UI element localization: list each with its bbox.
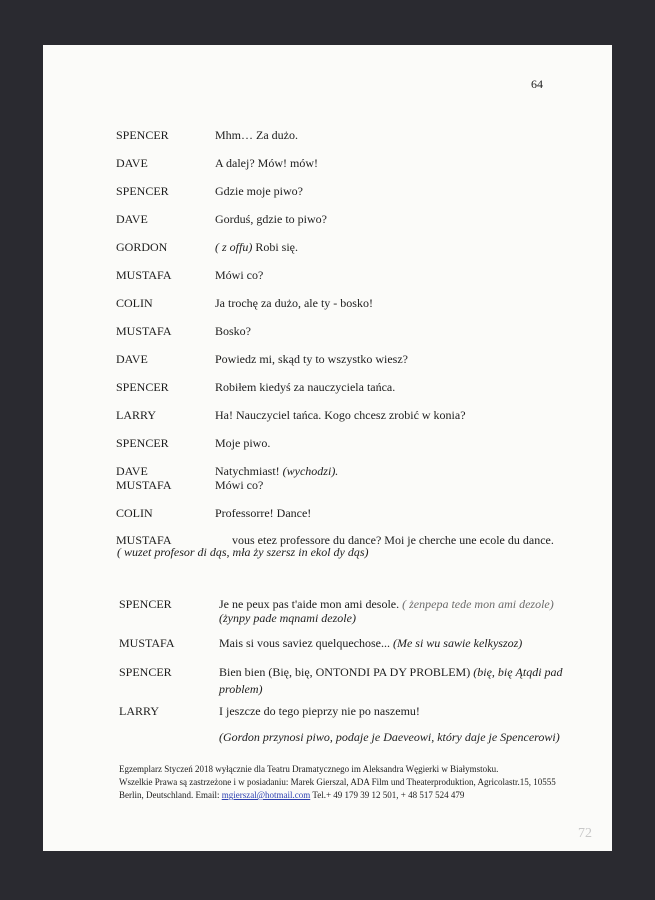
stage-direction: (Gordon przynosi piwo, podaje je Daeveowi, który daje je Spencerowi) — [219, 730, 560, 744]
dialogue-text: Robiłem kiedyś za nauczyciela tańca. — [215, 380, 396, 394]
speaker-name: SPENCER — [116, 436, 169, 450]
dialogue-text: Powiedz mi, skąd ty to wszystko wiesz? — [215, 352, 408, 366]
dialogue-text — [219, 597, 599, 625]
dialogue-words: Natychmiast! — [215, 464, 280, 478]
dialogue-text: Ja trochę za dużo, ale ty - bosko! — [215, 296, 373, 310]
dialogue-text: vous etez professore du dance? Moi je cherche une ecole du dance. — [232, 533, 554, 547]
dialogue-text: Gdzie moje piwo? — [215, 184, 303, 198]
footer-line — [119, 789, 589, 802]
pronunciation-note: ( wuzet profesor di dąs, mła ży szersz in ekol dy dąs) — [117, 545, 369, 559]
dialogue-text: Ha! Nauczyciel tańca. Kogo chcesz zrobić w konia? — [215, 408, 466, 422]
dialogue-text: Mówi co? — [215, 478, 264, 492]
dialogue-text — [215, 464, 595, 478]
dialogue-words: Je ne peux pas t'aide mon ami desole. — [219, 597, 400, 611]
dialogue-text — [219, 664, 599, 698]
dialogue-text — [219, 636, 599, 650]
speaker-name: LARRY — [116, 408, 157, 422]
script-page — [43, 45, 612, 851]
speaker-name: DAVE — [116, 156, 148, 170]
footer-text: Berlin, Deutschland. Email: — [119, 790, 220, 800]
pronunciation-note: (żynpy pade mqnami dezole) — [219, 611, 356, 625]
dialogue-text: Gorduś, gdzie to piwo? — [215, 212, 327, 226]
pronunciation-note: (bię, bię Ątqdi pad — [473, 665, 563, 679]
speaker-name: SPENCER — [116, 380, 169, 394]
dialogue-text: Mhm… Za dużo. — [215, 128, 298, 142]
footer-line: Egzemplarz Styczeń 2018 wyłącznie dla Teatru Dramatycznego im Aleksandra Węgierki w Białymstoku. — [119, 764, 499, 774]
dialogue-words: Robi się. — [255, 240, 299, 254]
dialogue-text — [215, 240, 595, 254]
speaker-name: LARRY — [119, 704, 160, 718]
page-number: 64 — [531, 77, 543, 91]
stage-direction: ( z offu) — [215, 240, 253, 254]
speaker-name: MUSTAFA — [119, 636, 175, 650]
speaker-name: MUSTAFA — [116, 533, 172, 547]
pronunciation-note: ( żenpepa tede mon ami dezole) — [402, 597, 554, 611]
footer-text: Tel.+ 49 179 39 12 501, + 48 517 524 479 — [312, 790, 465, 800]
handwritten-mark: 72 — [578, 826, 592, 841]
speaker-name: SPENCER — [119, 597, 172, 611]
dialogue-text: Moje piwo. — [215, 436, 271, 450]
dialogue-words: Mais si vous saviez quelquechose... — [219, 636, 390, 650]
speaker-name: SPENCER — [116, 184, 169, 198]
speaker-name: COLIN — [116, 296, 153, 310]
dialogue-text: A dalej? Mów! mów! — [215, 156, 318, 170]
speaker-name: MUSTAFA — [116, 478, 172, 492]
email-link[interactable]: mgierszal@hotmail.com — [221, 790, 311, 800]
speaker-name: DAVE — [116, 352, 148, 366]
speaker-name: DAVE — [116, 464, 148, 478]
dialogue-text: Professorre! Dance! — [215, 506, 312, 520]
footer-line: Wszelkie Prawa są zastrzeżone i w posiadaniu: Marek Gierszal, ADA Film und Theaterproduktion, Agricolastr.15, 10555 — [119, 777, 556, 787]
speaker-name: GORDON — [116, 240, 168, 254]
dialogue-words: Bien bien (Bię, bię, ONTONDI PA DY PROBLEM) — [219, 665, 471, 679]
copyright-footer — [119, 763, 589, 802]
speaker-name: COLIN — [116, 506, 153, 520]
pronunciation-note: (Me si wu sawie kelkyszoz) — [392, 636, 523, 650]
speaker-name: SPENCER — [119, 665, 172, 679]
dialogue-text: Bosko? — [215, 324, 251, 338]
speaker-name: SPENCER — [116, 128, 169, 142]
dialogue-text: Mówi co? — [215, 268, 264, 282]
dialogue-text: I jeszcze do tego pieprzy nie po naszemu! — [219, 704, 420, 718]
speaker-name: MUSTAFA — [116, 268, 172, 282]
stage-direction: (wychodzi). — [282, 464, 339, 478]
pronunciation-note: problem) — [219, 682, 263, 696]
speaker-name: DAVE — [116, 212, 148, 226]
speaker-name: MUSTAFA — [116, 324, 172, 338]
